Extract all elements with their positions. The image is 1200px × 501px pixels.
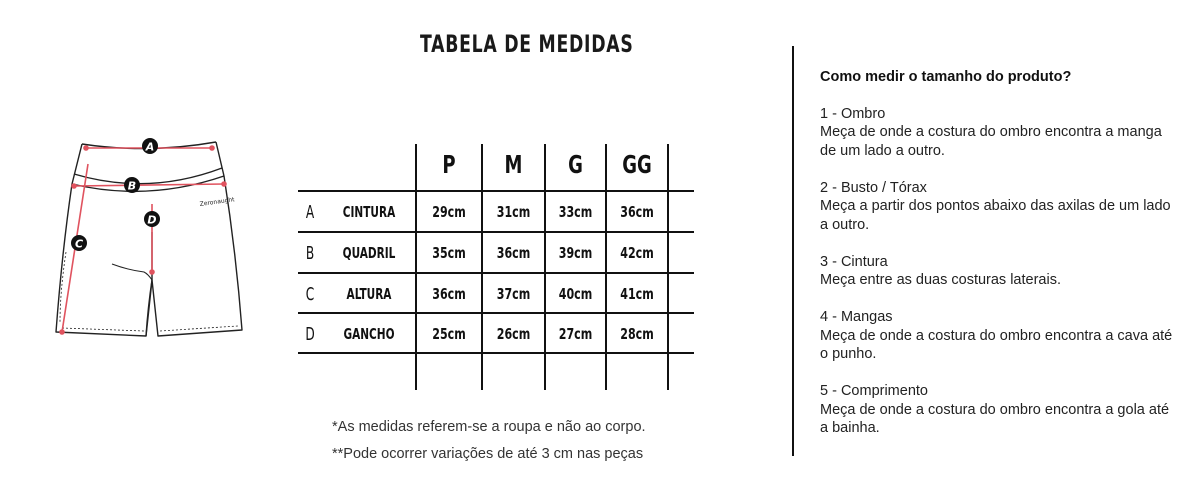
- row-label-altura: ALTURA: [346, 285, 392, 303]
- size-table: [298, 144, 694, 390]
- value-cell: 26cm: [496, 325, 531, 343]
- table-grid: [298, 144, 694, 390]
- row-label-cintura: CINTURA: [342, 203, 396, 221]
- value-cell: 37cm: [496, 285, 531, 303]
- size-header-g: G: [568, 150, 583, 179]
- guide-item-mangas: [820, 308, 1180, 364]
- vertical-divider: [792, 46, 794, 456]
- note-measure-garment: *As medidas referem-se a roupa e não ao corpo.: [332, 419, 646, 435]
- svg-text:B: B: [127, 179, 137, 193]
- value-cell: 33cm: [558, 203, 593, 221]
- measuring-guide: [820, 68, 1180, 456]
- guide-item-title: 5 - Comprimento: [820, 383, 928, 399]
- svg-text:D: D: [147, 213, 157, 227]
- guide-item-title: 4 - Mangas: [820, 309, 893, 325]
- value-cell: 36cm: [496, 244, 531, 262]
- svg-text:C: C: [74, 237, 84, 251]
- marker-b: [124, 177, 140, 193]
- marker-d: [144, 211, 160, 227]
- guide-item-title: 3 - Cintura: [820, 253, 888, 270]
- value-cell: 41cm: [620, 285, 654, 303]
- row-letter-a: A: [305, 202, 315, 223]
- marker-a: [142, 138, 158, 154]
- size-header-m: M: [504, 150, 523, 179]
- brand-tag: Zeronaught: [199, 196, 235, 208]
- guide-item-busto: [820, 179, 1180, 235]
- value-cell: 25cm: [432, 325, 466, 343]
- row-label-gancho: GANCHO: [343, 325, 395, 343]
- guide-item-text: Meça de onde a costura do ombro encontra a gola até a bainha.: [820, 401, 1170, 436]
- guide-item-cintura: [820, 253, 1180, 290]
- value-cell: 36cm: [432, 285, 466, 303]
- value-cell: 29cm: [432, 203, 466, 221]
- value-cell: 31cm: [496, 203, 531, 221]
- guide-item-text: Meça a partir dos pontos abaixo das axilas de um lado a outro.: [820, 198, 1171, 233]
- size-header-gg: GG: [622, 150, 652, 179]
- value-cell: 28cm: [620, 325, 654, 343]
- guide-item-ombro: [820, 105, 1180, 161]
- guide-item-title: 2 - Busto / Tórax: [820, 179, 927, 196]
- guide-heading: Como medir o tamanho do produto?: [820, 69, 1072, 85]
- value-cell: 42cm: [620, 244, 654, 262]
- guide-item-text: Meça entre as duas costuras laterais.: [820, 272, 1061, 288]
- value-cell: 36cm: [620, 203, 654, 221]
- row-letter-d: D: [305, 324, 315, 345]
- value-cell: 27cm: [558, 325, 593, 343]
- guide-item-text: Meça de onde a costura do ombro encontra a cava até o punho.: [820, 327, 1173, 362]
- page-title: TABELA DE MEDIDAS: [420, 30, 634, 58]
- value-cell: 35cm: [432, 244, 466, 262]
- svg-text:A: A: [145, 140, 155, 154]
- guide-item-title: 1 - Ombro: [820, 105, 886, 122]
- guide-item-text: Meça de onde a costura do ombro encontra a manga de um lado a outro.: [820, 124, 1162, 159]
- guide-item-comprimento: [820, 382, 1180, 438]
- note-variation: **Pode ocorrer variações de até 3 cm nas peças: [332, 446, 644, 462]
- shorts-illustration: [48, 132, 258, 347]
- row-letter-c: C: [305, 284, 315, 305]
- value-cell: 40cm: [558, 285, 593, 303]
- value-cell: 39cm: [558, 244, 593, 262]
- marker-c: [71, 235, 87, 251]
- row-letter-b: B: [305, 243, 315, 264]
- size-header-p: P: [442, 150, 456, 179]
- row-label-quadril: QUADRIL: [342, 244, 396, 262]
